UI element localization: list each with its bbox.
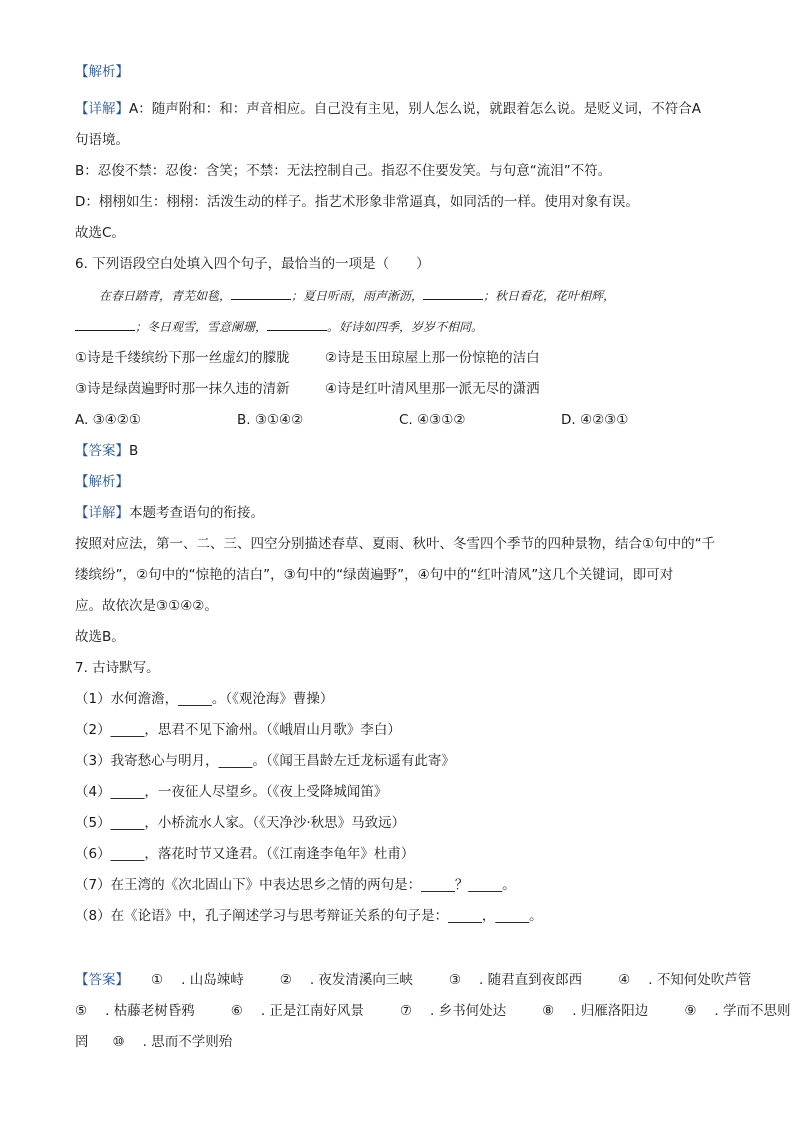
q6-detail-line — [75, 503, 264, 523]
q6-passage-2c: 。好诗如四季，岁岁不相同。 — [327, 320, 484, 334]
q6-answer-line — [75, 441, 138, 461]
q6-passage-1a: 在春日踏青，青芜如毯， — [99, 289, 232, 303]
q6-option-1: ①诗是千缕缤纷下那一丝虚幻的朦胧 — [75, 350, 290, 366]
q5-detail-line1 — [75, 99, 701, 119]
q6-blank-4 — [267, 318, 327, 331]
q5-line3: B：忍俊不禁：忍俊：含笑；不禁：无法控制自己。指忍不住要发笑。与句意“流泪”不符。 — [75, 163, 612, 179]
q7-item-2: （2）_____，思君不见下渝州。（《峨眉山月歌》李白） — [75, 722, 401, 738]
q6-answer: B — [129, 443, 139, 459]
q7-answer-row1 — [75, 970, 769, 990]
q6-passage-line1 — [99, 286, 615, 306]
q7-answer-row3 — [75, 1032, 268, 1052]
q7-answer-9: ⑨ . 学而不思则 — [684, 1003, 791, 1019]
q7-stem: 7. 古诗默写。 — [75, 660, 160, 676]
q6-option-4: ④诗是红叶清风里那一派无尽的潇洒 — [325, 381, 540, 397]
q7-answer-2: ② . 夜发清溪向三峡 — [279, 972, 413, 988]
q7-answer-5: ⑤ . 枯藤老树昏鸦 — [75, 1003, 195, 1019]
q6-passage-line2 — [75, 317, 483, 337]
q6-options-row2 — [75, 379, 540, 399]
q6-stem: 6. 下列语段空白处填入四个句子，最恰当的一项是（ ） — [75, 256, 430, 272]
q7-answer-8: ⑧ . 归雁洛阳边 — [542, 1003, 649, 1019]
q6-blank-3 — [75, 318, 135, 331]
q6-choice-b: B. ③①④② — [237, 412, 304, 428]
q7-item-8: （8）在《论语》中，孔子阐述学习与思考辩证关系的句子是：_____，_____。 — [75, 908, 543, 924]
q7-item-1: （1）水何澹澹，_____。（《观沧海》曹操） — [75, 691, 334, 707]
q7-answer-4: ④ . 不知何处吹芦管 — [618, 972, 752, 988]
q7-item-7: （7）在王湾的《次北固山下》中表达思乡之情的两句是：_____？_____。 — [75, 877, 516, 893]
q7-answer-tag: 【答案】 — [75, 972, 129, 988]
q7-answer-1: ① . 山岛竦峙 — [151, 972, 244, 988]
q5-line2: 句语境。 — [75, 132, 129, 148]
q6-blank-1 — [231, 287, 291, 300]
q7-answer-3: ③ . 随君直到夜郎西 — [448, 972, 583, 988]
q6-answer-tag: 【答案】 — [75, 443, 129, 459]
q6-conclusion: 故选B。 — [75, 629, 125, 645]
q6-blank-2 — [423, 287, 483, 300]
q5-analysis-tag: 【解析】 — [75, 64, 129, 80]
q6-choice-c: C. ④③①② — [399, 412, 466, 428]
q7-item-3: （3）我寄愁心与明月，_____。（《闻王昌龄左迁龙标遥有此寄》 — [75, 753, 455, 769]
q6-choices — [75, 410, 723, 430]
q6-analysis-tag: 【解析】 — [75, 474, 129, 490]
q6-passage-1b: ；夏日听雨，雨声淅沥， — [291, 289, 424, 303]
q5-line4: D：栩栩如生：栩栩：活泼生动的样子。指艺术形象非常逼真，如同活的一样。使用对象有误。 — [75, 194, 639, 210]
q6-detail: 本题考查语句的衔接。 — [129, 505, 264, 521]
q7-answer-6: ⑥ . 正是江南好风景 — [230, 1003, 364, 1019]
q6-choice-d: D. ④②③① — [561, 412, 629, 428]
q6-passage-1c: ；秋日看花，花叶相辉， — [483, 289, 616, 303]
q7-answer-7: ⑦ . 乡书何处达 — [399, 1003, 507, 1019]
q5-conclusion: 故选C。 — [75, 225, 125, 241]
q6-passage-2b: ；冬日观雪，雪意阑珊， — [135, 320, 268, 334]
q5-line1: A：随声附和：和：声音相应。自己没有主见，别人怎么说，就跟着怎么说。是贬义词，不符合A — [129, 101, 701, 117]
q6-exp2: 缕缤纷”，②句中的“惊艳的洁白”，③句中的“绿茵遍野”，④句中的“红叶清风”这几个关键词，即可对 — [75, 567, 674, 583]
q6-option-2: ②诗是玉田琼屋上那一份惊艳的洁白 — [325, 350, 540, 366]
q6-option-3: ③诗是绿茵遍野时那一抹久违的清新 — [75, 381, 290, 397]
q7-item-4: （4）_____，一夜征人尽望乡。（《夜上受降城闻笛》 — [75, 784, 388, 800]
q7-answer-9-cont: 罔 — [75, 1034, 89, 1050]
q7-answer-10: ⑩ . 思而不学则殆 — [112, 1034, 233, 1050]
q7-item-6: （6）_____，落花时节又逢君。（《江南逢李龟年》杜甫） — [75, 846, 415, 862]
q6-choice-a: A. ③④②① — [75, 412, 141, 428]
q7-item-5: （5）_____，小桥流水人家。（《天净沙·秋思》马致远） — [75, 815, 406, 831]
q7-answer-row2 — [75, 1001, 794, 1021]
q5-detail-tag: 【详解】 — [75, 101, 129, 117]
q6-exp1: 按照对应法，第一、二、三、四空分别描述春草、夏雨、秋叶、冬雪四个季节的四种景物，结合①句中的“千 — [75, 536, 716, 552]
q6-exp3: 应。故依次是③①④②。 — [75, 598, 218, 614]
q6-options-row1 — [75, 348, 540, 368]
q6-detail-tag: 【详解】 — [75, 505, 129, 521]
